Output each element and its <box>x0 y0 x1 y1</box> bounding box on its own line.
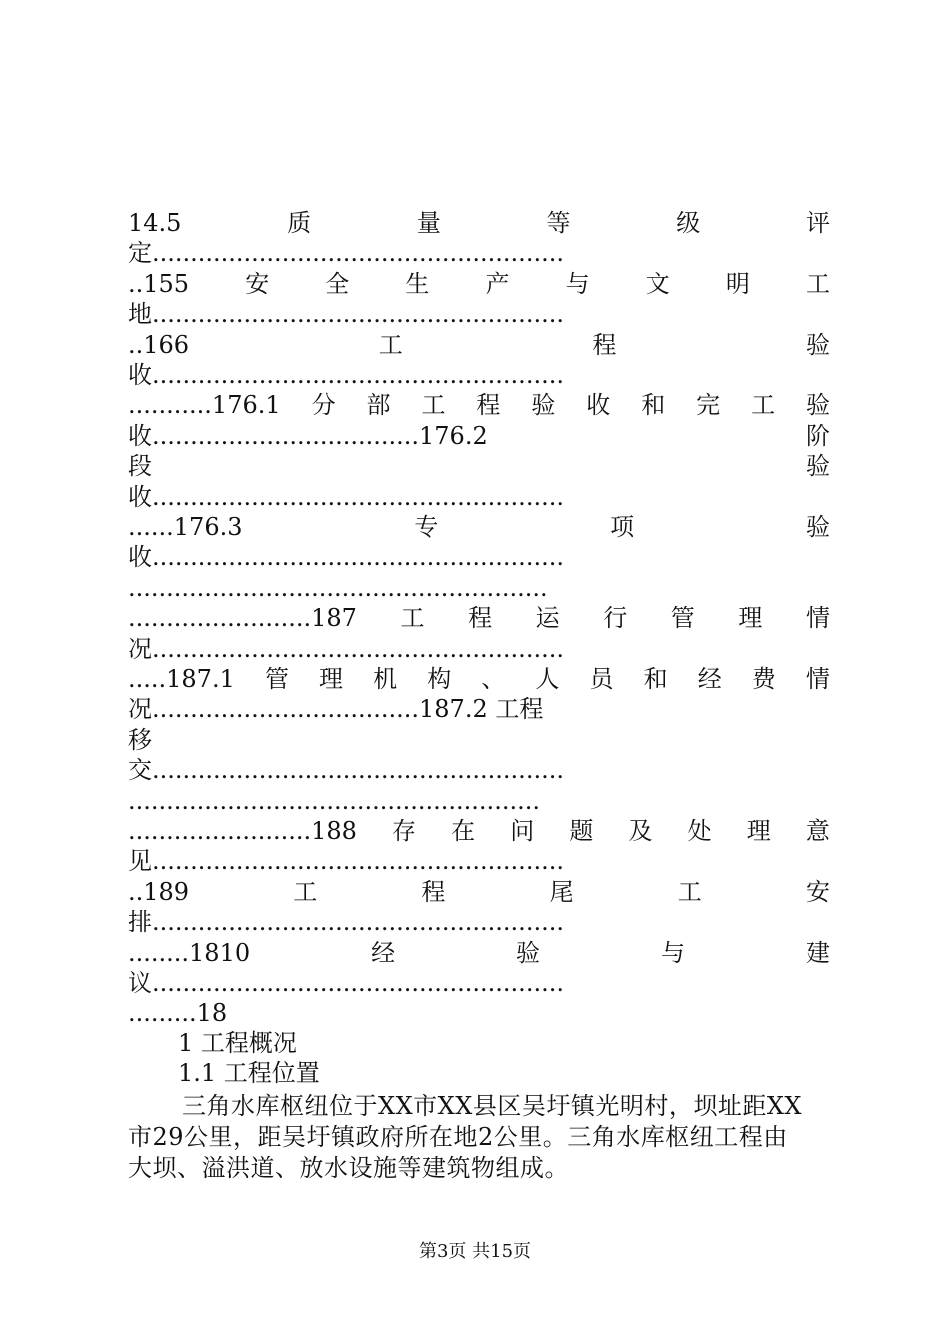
toc-segment: 程 <box>592 330 617 359</box>
toc-segment: 段 <box>128 452 152 481</box>
toc-segment: 工 <box>421 391 446 420</box>
toc-segment: 安 <box>805 877 830 906</box>
toc-line: 收...................................................... <box>128 482 564 511</box>
toc-segment: 级 <box>676 209 701 237</box>
toc-segment: 等 <box>546 209 571 237</box>
toc-segment: 程 <box>468 604 493 633</box>
toc-segment: 与 <box>661 938 686 967</box>
toc-segment: 质 <box>287 209 312 237</box>
toc-segment: 明 <box>725 269 750 298</box>
toc-line: 定...................................................... <box>128 239 564 268</box>
toc-line: 况...................................................... <box>128 634 564 663</box>
toc-segment: 产 <box>485 269 510 298</box>
paragraph-line: 市29公里，距吴圩镇政府所在地2公里。三角水库枢纽工程由 <box>128 1123 788 1151</box>
toc-segment: 管 <box>264 665 289 693</box>
toc-segment: ..155 <box>128 269 190 298</box>
toc-segment: 完 <box>696 391 721 420</box>
toc-segment: 意 <box>805 817 830 845</box>
toc-segment: ...........176.1 <box>128 391 281 420</box>
toc-segment: 验 <box>516 938 541 967</box>
toc-segment: 人 <box>535 665 560 693</box>
toc-segment: 验 <box>531 391 556 420</box>
toc-segment: 收 <box>586 391 611 420</box>
toc-segment: 验 <box>806 391 830 420</box>
toc-line: 地...................................................... <box>128 300 564 329</box>
toc-segment: ..189 <box>128 877 190 906</box>
toc-line <box>128 330 830 360</box>
section-heading-1: 1 工程概况 <box>178 1029 297 1057</box>
toc-line <box>128 421 830 451</box>
section-heading-1-1: 1.1 工程位置 <box>178 1059 320 1087</box>
toc-segment: 生 <box>405 269 430 298</box>
toc-segment: 工 <box>751 391 776 420</box>
toc-segment: 专 <box>414 513 439 541</box>
toc-segment: 项 <box>610 513 635 541</box>
toc-segment: 处 <box>687 817 712 845</box>
toc-line: 交...................................................... <box>128 756 564 785</box>
toc-segment: 阶 <box>806 421 830 450</box>
toc-segment: 分 <box>311 391 336 420</box>
toc-segment: ........................188 <box>128 817 357 845</box>
toc-segment: 程 <box>476 391 501 420</box>
paragraph-line: 三角水库枢纽位于XX市XX县区吴圩镇光明村，坝址距XX <box>182 1092 803 1120</box>
toc-line <box>128 390 830 420</box>
page-footer: 第3页 共15页 <box>418 1241 532 1262</box>
toc-segment: 情 <box>805 604 830 633</box>
toc-segment: 机 <box>373 665 398 693</box>
toc-segment: 、 <box>481 665 506 693</box>
toc-segment: 员 <box>589 665 614 693</box>
toc-segment: 量 <box>416 209 441 237</box>
toc-segment: 文 <box>645 269 670 298</box>
toc-segment: 程 <box>421 877 446 906</box>
toc-line: 况...................................187.2 工程 <box>128 695 544 724</box>
toc-segment: 验 <box>806 452 830 481</box>
toc-line: 收...................................................... <box>128 543 564 572</box>
toc-segment: 存 <box>392 817 417 845</box>
toc-line: 收...................................................... <box>128 361 564 389</box>
toc-line <box>128 877 830 907</box>
toc-line: 移 <box>128 725 152 754</box>
toc-segment: 运 <box>535 604 560 633</box>
toc-line: ....................................................... <box>128 573 548 602</box>
toc-segment: 14.5 <box>128 209 182 237</box>
toc-line: ...................................................... <box>128 786 540 815</box>
toc-line: 见...................................................... <box>128 847 564 876</box>
toc-segment: 全 <box>325 269 350 298</box>
toc-segment: 工 <box>293 877 318 906</box>
toc-line <box>128 512 830 542</box>
toc-line: 排...................................................... <box>128 908 564 937</box>
paragraph-line: 大坝、溢洪道、放水设施等建筑物组成。 <box>128 1154 569 1182</box>
toc-line: .........18 <box>128 999 228 1028</box>
toc-segment: 验 <box>805 513 830 541</box>
toc-segment: 情 <box>805 665 830 693</box>
toc-segment: 及 <box>628 817 653 845</box>
toc-line <box>128 603 830 633</box>
toc-segment: 评 <box>805 209 830 237</box>
toc-segment: 行 <box>603 604 628 633</box>
toc-segment: 经 <box>697 665 722 693</box>
toc-segment: 收...................................176.2 <box>128 421 488 450</box>
toc-segment: 建 <box>805 938 830 967</box>
toc-segment: 经 <box>371 938 396 967</box>
toc-line <box>128 938 830 968</box>
toc-line: 议...................................................... <box>128 969 564 997</box>
toc-segment: ........1810 <box>128 938 251 967</box>
toc-segment: 理 <box>746 817 771 845</box>
toc-segment: 工 <box>677 877 702 906</box>
toc-segment: .....187.1 <box>128 665 235 693</box>
toc-segment: 验 <box>806 330 830 359</box>
toc-segment: 工 <box>378 330 403 359</box>
toc-segment: ..166 <box>128 330 190 359</box>
toc-segment: 和 <box>641 391 666 420</box>
toc-segment: 部 <box>366 391 391 420</box>
toc-segment: 管 <box>670 604 695 633</box>
toc-line <box>128 451 830 481</box>
toc-line <box>128 664 830 694</box>
toc-segment: 工 <box>400 604 425 633</box>
toc-segment: 和 <box>643 665 668 693</box>
toc-segment: ......176.3 <box>128 513 243 541</box>
toc-segment: 构 <box>427 665 452 693</box>
toc-line <box>128 208 830 238</box>
toc-line <box>128 269 830 299</box>
toc-line <box>128 816 830 846</box>
toc-segment: ........................187 <box>128 604 357 633</box>
toc-segment: 在 <box>451 817 476 845</box>
toc-segment: 与 <box>565 269 590 298</box>
toc-segment: 理 <box>319 665 344 693</box>
toc-segment: 尾 <box>549 877 574 906</box>
toc-segment: 题 <box>569 817 594 845</box>
toc-segment: 理 <box>738 604 763 633</box>
toc-segment: 问 <box>510 817 535 845</box>
toc-segment: 费 <box>751 665 776 693</box>
toc-segment: 工 <box>805 269 830 298</box>
toc-segment: 安 <box>245 269 270 298</box>
